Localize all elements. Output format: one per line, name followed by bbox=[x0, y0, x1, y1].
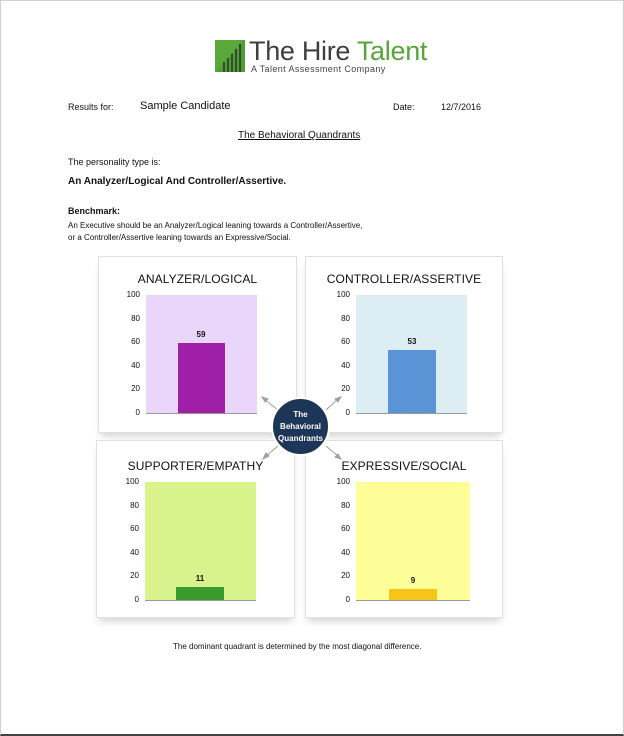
logo-bars-icon bbox=[215, 36, 247, 74]
center-quadrant-badge bbox=[271, 397, 330, 456]
y-tick-label: 60 bbox=[130, 524, 139, 534]
y-tick-label: 80 bbox=[131, 313, 140, 323]
y-tick-label: 100 bbox=[126, 290, 140, 299]
chart-bar bbox=[178, 343, 225, 413]
center-label-line-1: The bbox=[293, 409, 308, 419]
y-tick-label: 0 bbox=[135, 408, 140, 417]
date-label: Date: bbox=[393, 102, 415, 112]
personality-type: An Analyzer/Logical And Controller/Assertive. bbox=[68, 176, 287, 187]
chart-plot-analyzer bbox=[146, 295, 257, 413]
x-axis-line bbox=[356, 600, 470, 601]
y-tick-label: 0 bbox=[345, 595, 350, 604]
chart-plot-controller bbox=[356, 295, 467, 413]
section-title: The Behavioral Quandrants bbox=[238, 130, 361, 141]
personality-intro: The personality type is: bbox=[68, 157, 161, 167]
chart-data-label: 9 bbox=[410, 576, 416, 586]
chart-title: ANALYZER/LOGICAL bbox=[137, 272, 258, 286]
x-axis-line bbox=[356, 413, 467, 414]
date-value: 12/7/2016 bbox=[441, 102, 482, 112]
chart-data-label: 53 bbox=[407, 337, 417, 347]
x-axis-line bbox=[146, 413, 257, 414]
y-tick-label: 40 bbox=[341, 360, 350, 370]
y-tick-label: 20 bbox=[341, 384, 350, 394]
chart-bar bbox=[388, 350, 436, 413]
benchmark-line-1: An Executive should be an Analyzer/Logical leaning towards a Controller/Assertive, bbox=[68, 221, 363, 230]
y-tick-label: 100 bbox=[336, 477, 350, 486]
results-for-label: Results for: bbox=[68, 102, 114, 112]
chart-bar bbox=[176, 587, 224, 600]
logo-wordmark bbox=[249, 36, 427, 67]
chart-plot-supporter bbox=[145, 482, 256, 600]
y-tick-label: 20 bbox=[130, 571, 139, 581]
y-tick-label: 80 bbox=[341, 313, 350, 323]
candidate-name: Sample Candidate bbox=[140, 100, 231, 112]
logo-word-hire: Hire bbox=[294, 36, 357, 66]
y-tick-label: 40 bbox=[130, 547, 139, 557]
y-tick-label: 40 bbox=[341, 547, 350, 557]
chart-data-label: 11 bbox=[195, 574, 205, 584]
logo-word-talent: Talent bbox=[356, 36, 428, 66]
benchmark-line-2: or a Controller/Assertive leaning towards an Expressive/Social. bbox=[68, 233, 291, 242]
y-tick-label: 20 bbox=[131, 384, 140, 394]
y-tick-label: 0 bbox=[134, 595, 139, 604]
chart-title: CONTROLLER/ASSERTIVE bbox=[326, 272, 482, 286]
center-label-line-3: Quandrants bbox=[278, 433, 323, 443]
y-tick-label: 100 bbox=[336, 290, 350, 299]
y-tick-label: 60 bbox=[341, 524, 350, 534]
y-tick-label: 20 bbox=[341, 571, 350, 581]
chart-bar bbox=[389, 589, 437, 600]
y-tick-label: 80 bbox=[130, 500, 139, 510]
company-logo bbox=[215, 36, 428, 76]
logo-word-the: The bbox=[249, 36, 295, 66]
y-tick-label: 60 bbox=[341, 337, 350, 347]
benchmark-heading: Benchmark: bbox=[68, 206, 121, 216]
chart-data-label: 59 bbox=[196, 330, 206, 340]
quadrant-card-expressive bbox=[305, 440, 503, 618]
logo-tagline: A Talent Assessment Company bbox=[251, 64, 386, 74]
chart-plot-expressive bbox=[356, 482, 470, 600]
y-tick-label: 100 bbox=[125, 477, 139, 486]
y-tick-label: 60 bbox=[131, 337, 140, 347]
footer-note: The dominant quadrant is determined by the most diagonal difference. bbox=[173, 642, 422, 651]
y-tick-label: 80 bbox=[341, 500, 350, 510]
quadrant-card-supporter bbox=[96, 440, 295, 618]
chart-title: SUPPORTER/EMPATHY bbox=[127, 459, 264, 473]
chart-title: EXPRESSIVE/SOCIAL bbox=[341, 459, 467, 473]
y-tick-label: 40 bbox=[131, 360, 140, 370]
center-label-line-2: Behavioral bbox=[280, 421, 321, 431]
y-tick-label: 0 bbox=[345, 408, 350, 417]
x-axis-line bbox=[145, 600, 256, 601]
